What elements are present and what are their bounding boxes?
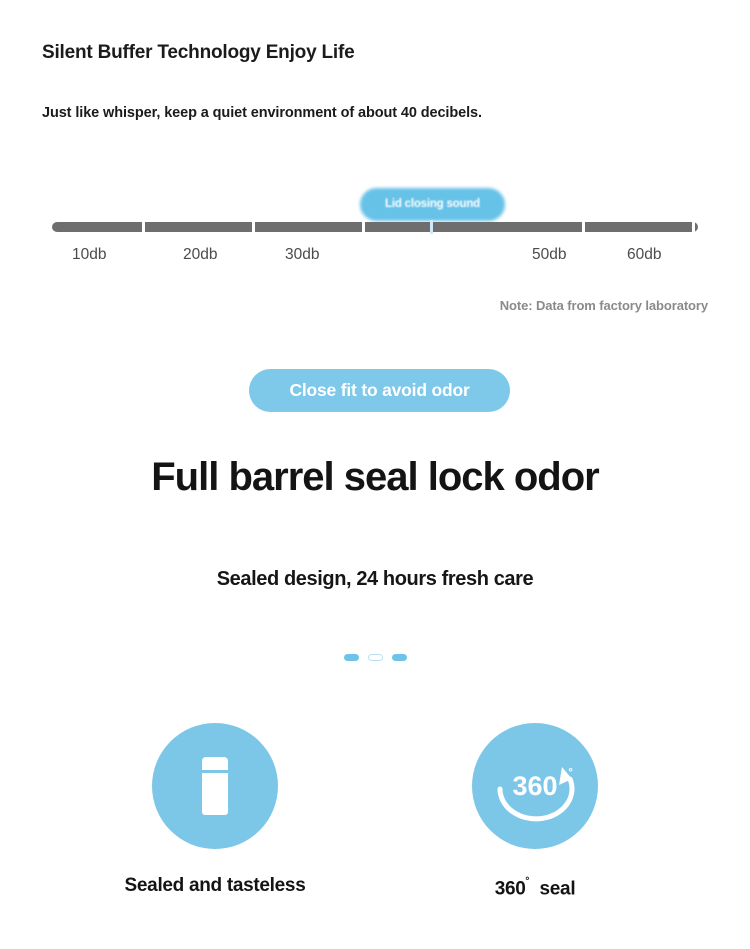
svg-text:360: 360 bbox=[512, 771, 558, 801]
feature-label-sealed: Sealed and tasteless bbox=[124, 875, 306, 896]
laboratory-note: Note: Data from factory laboratory bbox=[499, 298, 708, 313]
carousel-dot-2[interactable] bbox=[368, 654, 383, 661]
degree-symbol: ˚ bbox=[525, 875, 530, 890]
meter-tick-2 bbox=[252, 221, 255, 233]
meter-label-50db: 50db bbox=[532, 246, 567, 263]
meter-tick-1 bbox=[142, 221, 145, 233]
bottle-icon bbox=[202, 757, 228, 815]
feature-label-360 bbox=[435, 875, 635, 900]
page-subtitle: Just like whisper, keep a quiet environment of about 40 decibels. bbox=[42, 105, 482, 121]
seal-subheading: Sealed design, 24 hours fresh care bbox=[216, 568, 534, 590]
meter-label-10db: 10db bbox=[72, 246, 107, 263]
feature-icon-circle-360 bbox=[472, 723, 598, 849]
feature-label-360-number: 360 bbox=[494, 878, 526, 900]
meter-tick-3 bbox=[362, 221, 365, 233]
decibel-meter-bar bbox=[52, 222, 698, 232]
carousel-dot-3[interactable] bbox=[392, 654, 407, 661]
feature-item-360 bbox=[435, 723, 635, 900]
feature-item-sealed bbox=[115, 723, 315, 900]
close-fit-badge bbox=[249, 369, 510, 412]
meter-tick-4 bbox=[582, 221, 585, 233]
decibel-meter-labels bbox=[52, 246, 698, 272]
meter-label-30db: 30db bbox=[285, 246, 320, 263]
close-fit-badge-label: Close fit to avoid odor bbox=[289, 380, 470, 400]
meter-label-20db: 20db bbox=[183, 246, 218, 263]
feature-icon-circle-sealed bbox=[152, 723, 278, 849]
meter-label-60db: 60db bbox=[627, 246, 662, 263]
page-title: Silent Buffer Technology Enjoy Life bbox=[42, 42, 355, 63]
decibel-meter bbox=[52, 222, 698, 234]
lid-sound-bubble-label: Lid closing sound bbox=[385, 198, 480, 210]
360-degree-icon bbox=[472, 723, 598, 849]
svg-text:˚: ˚ bbox=[568, 766, 574, 782]
meter-tick-5 bbox=[692, 221, 695, 233]
feature-label-360-text: seal bbox=[539, 878, 576, 900]
seal-heading: Full barrel seal lock odor bbox=[151, 455, 599, 499]
carousel-dots[interactable] bbox=[0, 654, 750, 661]
meter-tick-marker-40db bbox=[430, 220, 433, 234]
carousel-dot-1[interactable] bbox=[344, 654, 359, 661]
feature-list bbox=[0, 723, 750, 900]
